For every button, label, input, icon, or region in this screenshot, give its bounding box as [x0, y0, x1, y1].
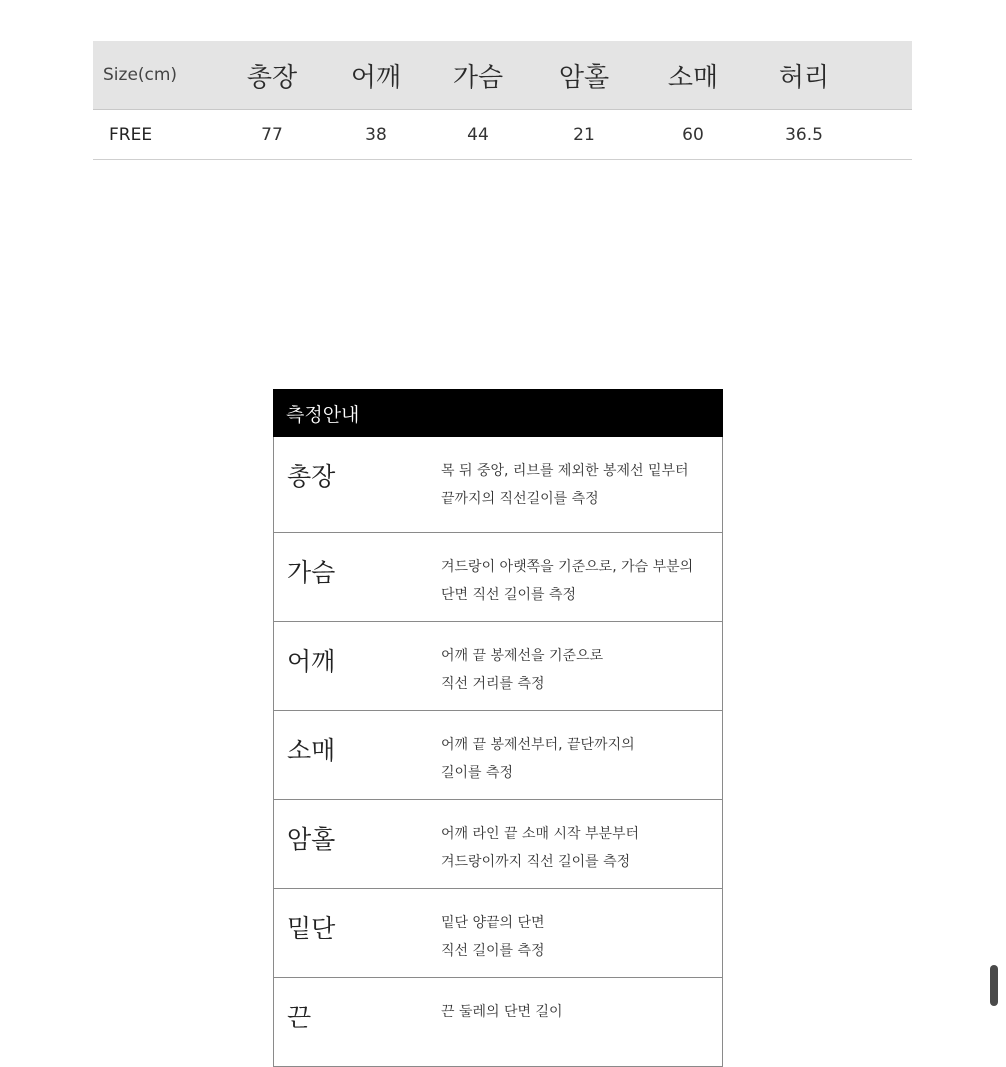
header-shoulder: 어깨 [350, 62, 402, 93]
value-total-length: 77 [261, 124, 283, 145]
header-chest: 가슴 [452, 62, 504, 93]
guide-desc-line: 끈 둘레의 단면 길이 [441, 1004, 563, 1020]
guide-term: 소매 [287, 736, 336, 765]
measurement-guide [273, 389, 723, 1067]
value-sleeve: 60 [682, 124, 704, 145]
guide-description [441, 553, 693, 609]
value-shoulder: 38 [365, 124, 387, 145]
guide-desc-line: 끝까지의 직선길이를 측정 [441, 491, 599, 507]
guide-row-sleeve [273, 711, 723, 800]
guide-description [441, 909, 545, 965]
guide-desc-line: 목 뒤 중앙, 리브를 제외한 봉제선 밑부터 [441, 463, 689, 479]
guide-description [441, 457, 689, 513]
guide-desc-line: 어깨 라인 끝 소매 시작 부분부터 [441, 826, 640, 842]
value-armhole: 21 [573, 124, 595, 145]
size-table [93, 41, 912, 160]
guide-term: 암홀 [287, 825, 336, 854]
value-chest: 44 [467, 124, 489, 145]
guide-desc-line: 단면 직선 길이를 측정 [441, 587, 577, 603]
guide-desc-line: 직선 길이를 측정 [441, 943, 545, 959]
guide-desc-line: 겨드랑이 아랫쪽을 기준으로, 가슴 부분의 [441, 559, 694, 575]
guide-desc-line: 어깨 끝 봉제선부터, 끝단까지의 [441, 737, 635, 753]
header-sleeve: 소매 [667, 62, 719, 93]
size-label: FREE [109, 124, 153, 145]
guide-term: 가슴 [287, 558, 336, 587]
guide-title: 측정안내 [273, 389, 723, 437]
guide-description [441, 820, 639, 876]
size-table-header [93, 41, 912, 110]
guide-term: 어깨 [287, 647, 336, 676]
guide-term: 밑단 [287, 914, 336, 943]
guide-row-total-length [273, 437, 723, 533]
guide-desc-line: 길이를 측정 [441, 765, 514, 781]
header-armhole: 암홀 [558, 62, 610, 93]
guide-row-hem [273, 889, 723, 978]
guide-row-chest [273, 533, 723, 622]
guide-desc-line: 겨드랑이까지 직선 길이를 측정 [441, 854, 631, 870]
table-row [93, 110, 912, 160]
guide-row-strap [273, 978, 723, 1067]
guide-term: 끈 [287, 1003, 312, 1032]
guide-row-shoulder [273, 622, 723, 711]
guide-row-armhole [273, 800, 723, 889]
value-waist: 36.5 [785, 124, 823, 145]
header-total-length: 총장 [246, 62, 298, 93]
header-size-unit: Size(cm) [103, 65, 178, 85]
guide-term: 총장 [287, 462, 336, 491]
guide-desc-line: 어깨 끝 봉제선을 기준으로 [441, 648, 604, 664]
scrollbar-thumb[interactable] [990, 965, 998, 1006]
header-waist: 허리 [778, 62, 830, 93]
guide-description [441, 642, 603, 698]
guide-desc-line: 직선 거리를 측정 [441, 676, 545, 692]
guide-desc-line: 밑단 양끝의 단면 [441, 915, 545, 931]
guide-description [441, 998, 563, 1026]
guide-description [441, 731, 635, 787]
